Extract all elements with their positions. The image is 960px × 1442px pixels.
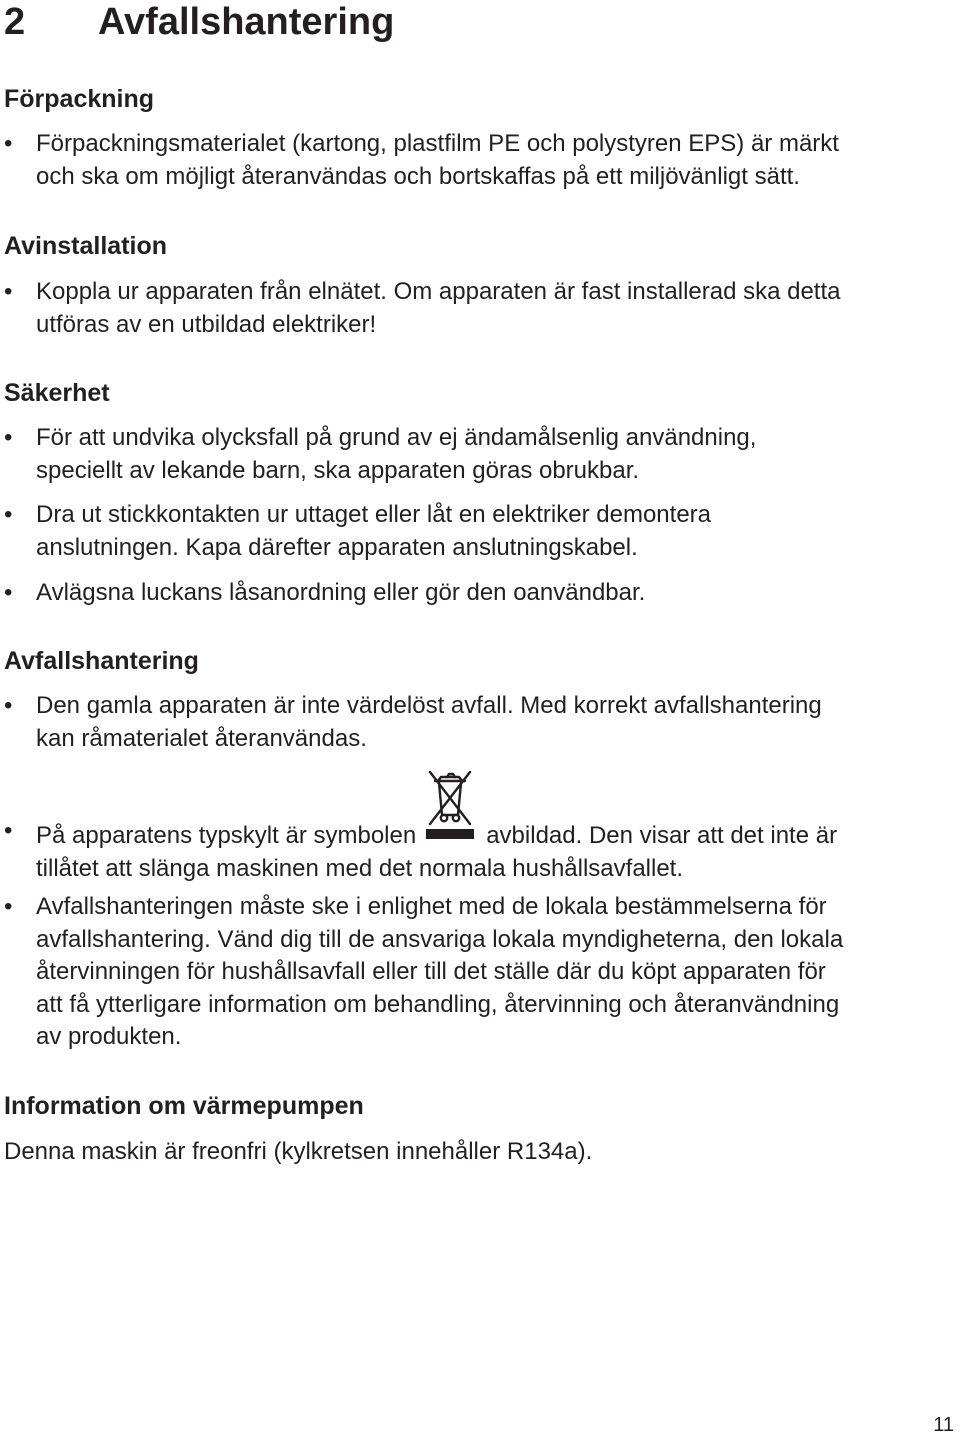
bullet-text — [36, 815, 960, 885]
section-heading-forpackning: Förpackning — [4, 85, 155, 113]
bullet-text — [36, 499, 960, 564]
bullet-icon: • — [4, 817, 13, 844]
bullet-line: avfallshantering. Vänd dig till de ansvariga lokala myndigheterna, den lokala — [36, 925, 844, 953]
bullet-line: Dra ut stickkontakten ur uttaget eller låt en elektriker demontera — [36, 501, 711, 528]
bullet-icon: • — [4, 130, 13, 157]
bullet-line: Avfallshanteringen måste ske i enlighet med de lokala bestämmelserna för — [36, 893, 827, 920]
crossed-out-wheelie-bin-icon — [422, 815, 478, 843]
page-number: 11 — [933, 1414, 954, 1436]
bullet-icon: • — [4, 893, 13, 920]
bullet-icon: • — [4, 501, 13, 528]
bullet-text — [36, 128, 960, 193]
bullet-icon: • — [4, 579, 13, 606]
bullet-text — [36, 891, 960, 1054]
bullet-line: Den gamla apparaten är inte värdelöst avfall. Med korrekt avfallshantering — [36, 692, 822, 719]
bullet-line: att få ytterligare information om behandling, återvinning och återanvändning — [36, 990, 840, 1018]
bullet-text — [36, 577, 960, 610]
section-heading-sakerhet: Säkerhet — [4, 379, 110, 407]
bullet-text — [36, 276, 960, 341]
section-heading-avfallshantering: Avfallshantering — [4, 647, 199, 675]
symbol-text-after: avbildad. Den visar att det inte är — [486, 822, 838, 849]
bullet-line: återvinningen för hushållsavfall eller till det ställe där du köpt apparaten för — [36, 958, 826, 986]
section-heading-avinstallation: Avinstallation — [4, 232, 167, 260]
chapter-title: Avfallshantering — [98, 1, 395, 43]
chapter-number: 2 — [4, 1, 26, 43]
bullet-text — [36, 690, 960, 755]
bullet-icon: • — [4, 278, 13, 305]
bullet-line: Koppla ur apparaten från elnätet. Om apparaten är fast installerad ska detta — [36, 278, 841, 305]
bullet-line: anslutningen. Kapa därefter apparaten anslutningskabel. — [36, 533, 638, 561]
bullet-line: och ska om möjligt återanvändas och bortskaffas på ett miljövänligt sätt. — [36, 162, 800, 190]
bullet-line-with-symbol — [36, 815, 960, 853]
bullet-line: av produkten. — [36, 1023, 182, 1051]
bullet-line: Förpackningsmaterialet (kartong, plastfilm PE och polystyren EPS) är märkt — [36, 130, 839, 157]
bullet-line: Avlägsna luckans låsanordning eller gör den oanvändbar. — [36, 579, 646, 606]
bullet-icon: • — [4, 424, 13, 451]
symbol-text-before: På apparatens typskylt är symbolen — [36, 822, 417, 849]
chapter-heading — [4, 0, 394, 44]
bullet-line: tillåtet att slänga maskinen med det normala hushållsavfallet. — [36, 854, 684, 882]
bullet-line: speciellt av lekande barn, ska apparaten göras obrukbar. — [36, 456, 640, 484]
section-heading-varmepump: Information om värmepumpen — [4, 1092, 364, 1120]
bullet-icon: • — [4, 692, 13, 719]
bullet-line: utföras av en utbildad elektriker! — [36, 310, 377, 338]
bullet-text — [36, 422, 960, 487]
bullet-line: kan råmaterialet återanvändas. — [36, 724, 367, 752]
body-text: Denna maskin är freonfri (kylkretsen innehåller R134a). — [4, 1138, 593, 1165]
bullet-line: För att undvika olycksfall på grund av ej ändamålsenlig användning, — [36, 424, 757, 451]
